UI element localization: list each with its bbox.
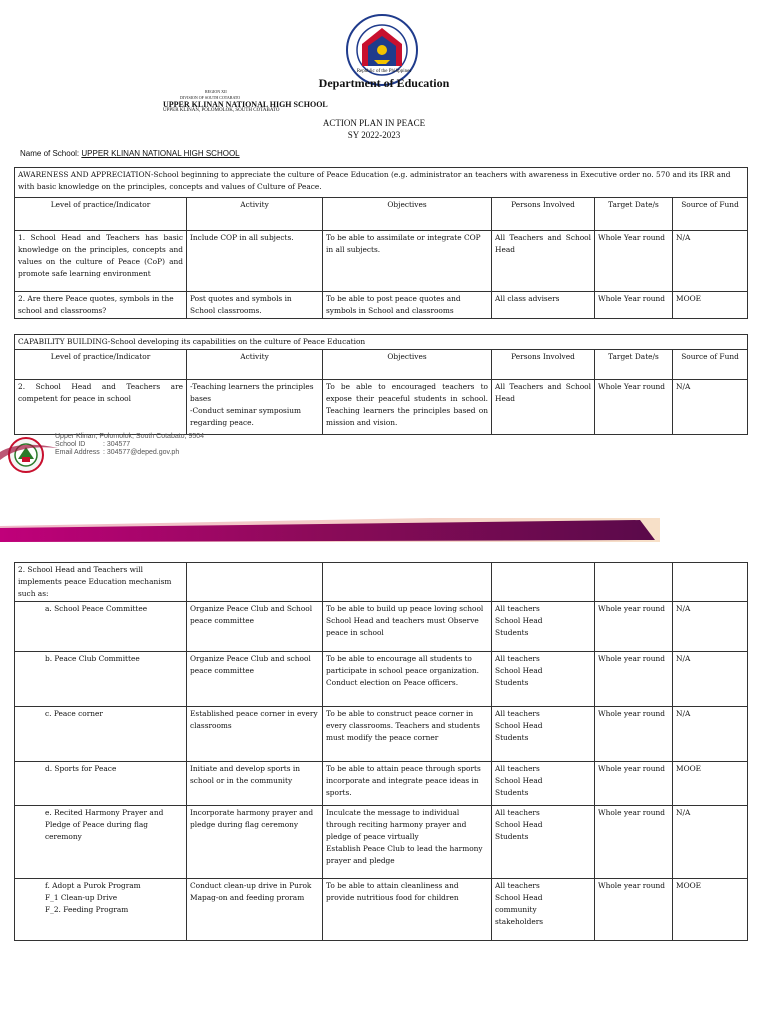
col-header: Activity bbox=[187, 350, 323, 380]
cell: To be able to construct peace corner in every classrooms. Teachers and students must modify the peace corner bbox=[323, 707, 492, 762]
cell: a. School Peace Committee bbox=[15, 602, 187, 652]
cell: N/A bbox=[673, 806, 748, 879]
name-of-school-label: Name of School: bbox=[20, 149, 80, 158]
cell: 2. Are there Peace quotes, symbols in the school and classrooms? bbox=[15, 292, 187, 319]
table-row bbox=[15, 879, 748, 941]
school-address: UPPER KLINAN, POLOMOLOK, SOUTH COTABATO bbox=[163, 108, 280, 113]
footer-email bbox=[55, 449, 179, 456]
cell: MOOE bbox=[673, 762, 748, 806]
table-row bbox=[15, 762, 748, 806]
cell: To be able to encouraged teachers to expose their peaceful students in school. Teaching learners the principles based on mission and vision. bbox=[323, 380, 492, 435]
cell: Whole year round bbox=[595, 652, 673, 707]
table-row bbox=[15, 292, 748, 319]
cell: All teachers School Head Students bbox=[492, 602, 595, 652]
cell: Whole year round bbox=[595, 806, 673, 879]
cell: b. Peace Club Committee bbox=[15, 652, 187, 707]
cell: All Teachers and School Head bbox=[492, 380, 595, 435]
section-title: CAPABILITY BUILDING-School developing its capabilities on the culture of Peace Education bbox=[15, 335, 748, 350]
table-row bbox=[15, 380, 748, 435]
table-row bbox=[15, 563, 748, 602]
col-header: Target Date/s bbox=[595, 350, 673, 380]
cell: All teachers School Head Students bbox=[492, 652, 595, 707]
cell: All teachers School Head Students bbox=[492, 762, 595, 806]
cell: Inculcate the message to individual through reciting harmony prayer and pledge of peace virtually Establish Peace Club to lead the harmony prayer and pledge bbox=[323, 806, 492, 879]
cell: Conduct clean-up drive in Purok Mapag-on and feeding proram bbox=[187, 879, 323, 941]
cell bbox=[492, 563, 595, 602]
division-line: DIVISION OF SOUTH COTABATO bbox=[180, 95, 241, 100]
col-header: Objectives bbox=[323, 198, 492, 231]
col-header: Source of Fund bbox=[673, 198, 748, 231]
cell: N/A bbox=[673, 652, 748, 707]
school-id-label: School ID bbox=[55, 441, 86, 448]
school-id-value: : 304577 bbox=[102, 441, 131, 448]
cell: 2. School Head and Teachers will implements peace Education mechanism such as: bbox=[15, 563, 187, 602]
region-line: REGION XII bbox=[205, 89, 227, 94]
cell bbox=[595, 563, 673, 602]
table-row bbox=[15, 602, 748, 652]
cell: Whole year round bbox=[595, 879, 673, 941]
cell: MOOE bbox=[673, 879, 748, 941]
cell bbox=[187, 563, 323, 602]
cell: Whole Year round bbox=[595, 292, 673, 319]
cell: e. Recited Harmony Prayer and Pledge of Peace during flag ceremony bbox=[15, 806, 187, 879]
col-header: Persons Involved bbox=[492, 198, 595, 231]
footer-swoosh-icon bbox=[0, 438, 60, 468]
cell: To be able to attain cleanliness and provide nutritious food for children bbox=[323, 879, 492, 941]
section-title: AWARENESS AND APPRECIATION-School beginning to appreciate the culture of Peace Education (e.g. administrator an teachers with awareness in Executive order no. 570 and its IRR and with basic knowledge on the principles, concepts and values of Culture of Peace. bbox=[15, 168, 748, 198]
cell bbox=[673, 563, 748, 602]
col-header: Level of practice/Indicator bbox=[15, 198, 187, 231]
col-header: Activity bbox=[187, 198, 323, 231]
cell: d. Sports for Peace bbox=[15, 762, 187, 806]
cell: Organize Peace Club and school peace committee bbox=[187, 652, 323, 707]
cell: Established peace corner in every classrooms bbox=[187, 707, 323, 762]
cell: Whole Year round bbox=[595, 231, 673, 292]
cell: -Teaching learners the principles bases -Conduct seminar symposium regarding peace. bbox=[187, 380, 323, 435]
cell: All teachers School Head community stakeholders bbox=[492, 879, 595, 941]
cell: To be able to encourage all students to participate in school peace organization. Conduct election on Peace officers. bbox=[323, 652, 492, 707]
cell: MOOE bbox=[673, 292, 748, 319]
cell: Organize Peace Club and School peace committee bbox=[187, 602, 323, 652]
col-header: Objectives bbox=[323, 350, 492, 380]
republic-line: Republic of the Philippines bbox=[356, 69, 412, 74]
cell: N/A bbox=[673, 602, 748, 652]
school-year: SY 2022-2023 bbox=[347, 130, 401, 140]
cell bbox=[323, 563, 492, 602]
footer-address: Upper Klinan, Polomolok, South Cotabato, 9504 bbox=[55, 433, 205, 440]
email-value: : 304577@deped.gov.ph bbox=[102, 449, 180, 456]
department-title: Department of Education bbox=[318, 76, 450, 90]
cell: N/A bbox=[673, 380, 748, 435]
cell: Whole year round bbox=[595, 707, 673, 762]
name-of-school-value: UPPER KLINAN NATIONAL HIGH SCHOOL bbox=[81, 149, 240, 158]
page-divider-band bbox=[0, 518, 660, 542]
col-header: Persons Involved bbox=[492, 350, 595, 380]
cell: 2. School Head and Teachers are competent for peace in school bbox=[15, 380, 187, 435]
awareness-table bbox=[14, 167, 748, 319]
cell: To be able to attain peace through sports incorporate and integrate peace ideas in sports. bbox=[323, 762, 492, 806]
document-title: ACTION PLAN IN PEACE bbox=[322, 118, 426, 128]
cell: 1. School Head and Teachers has basic knowledge on the principles, concepts and values on the culture of Peace (CoP) and promote safe learning environment bbox=[15, 231, 187, 292]
table-row bbox=[15, 231, 748, 292]
cell: N/A bbox=[673, 707, 748, 762]
cell: To be able to post peace quotes and symbols in School and classrooms bbox=[323, 292, 492, 319]
cell: f. Adopt a Purok Program F_1 Clean-up Drive F_2. Feeding Program bbox=[15, 879, 187, 941]
capability-table bbox=[14, 334, 748, 435]
cell: All teachers School Head Students bbox=[492, 707, 595, 762]
cell: Initiate and develop sports in school or in the community bbox=[187, 762, 323, 806]
email-label: Email Address bbox=[55, 449, 100, 456]
school-name: UPPER KLINAN NATIONAL HIGH SCHOOL bbox=[163, 100, 328, 109]
cell: N/A bbox=[673, 231, 748, 292]
table-row bbox=[15, 707, 748, 762]
mechanisms-table bbox=[14, 562, 748, 941]
cell: To be able to assimilate or integrate COP in all subjects. bbox=[323, 231, 492, 292]
name-of-school bbox=[20, 149, 240, 158]
cell: Incorporate harmony prayer and pledge during flag ceremony bbox=[187, 806, 323, 879]
col-header: Target Date/s bbox=[595, 198, 673, 231]
cell: c. Peace corner bbox=[15, 707, 187, 762]
cell: All Teachers and School Head bbox=[492, 231, 595, 292]
col-header: Source of Fund bbox=[673, 350, 748, 380]
cell: To be able to build up peace loving school School Head and teachers must Observe peace in school bbox=[323, 602, 492, 652]
cell: Whole year round bbox=[595, 762, 673, 806]
cell: Whole Year round bbox=[595, 380, 673, 435]
col-header: Level of practice/Indicator bbox=[15, 350, 187, 380]
cell: All teachers School Head Students bbox=[492, 806, 595, 879]
cell: Post quotes and symbols in School classrooms. bbox=[187, 292, 323, 319]
cell: All class advisers bbox=[492, 292, 595, 319]
cell: Whole year round bbox=[595, 602, 673, 652]
table-row bbox=[15, 806, 748, 879]
footer-school-id bbox=[55, 441, 130, 448]
table-row bbox=[15, 652, 748, 707]
cell: Include COP in all subjects. bbox=[187, 231, 323, 292]
